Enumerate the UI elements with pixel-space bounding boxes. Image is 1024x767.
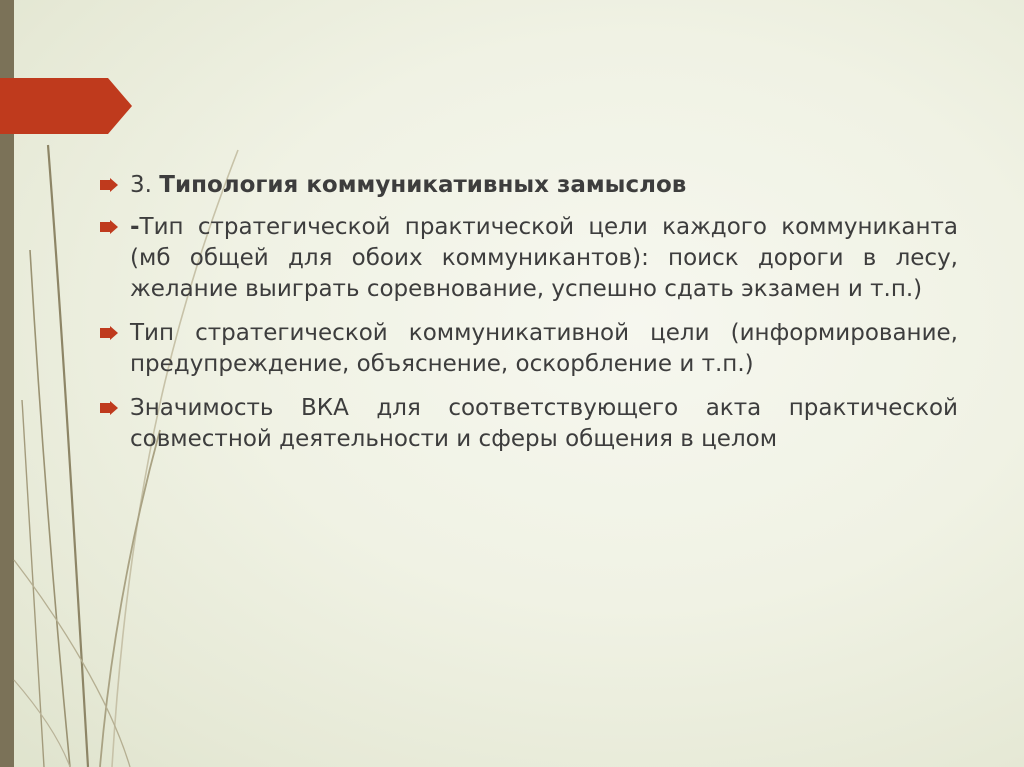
item-prefix: -: [130, 214, 140, 240]
bullet-item-typology: [98, 170, 958, 201]
slide-content: [98, 170, 958, 468]
item-text: Тип стратегической практической цели каждого коммуниканта (мб общей для обоих коммуникантов): поиск дороги в лесу, желание выиграть соревнование, успешно сдать экзамен и т.п.): [130, 214, 958, 302]
item-text: Тип стратегической коммуникативной цели (информирование, предупреждение, объяснение, оскорбление и т.п.): [130, 320, 958, 377]
arrow-right-icon: [100, 178, 118, 192]
arrow-right-icon: [100, 401, 118, 415]
arrow-right-icon: [100, 220, 118, 234]
bullet-item-practical-goal: [98, 212, 958, 305]
item-text: Значимость ВКА для соответствующего акта практической совместной деятельности и сферы общения в целом: [130, 395, 958, 452]
item-text: Типология коммуникативных замыслов: [159, 172, 687, 198]
arrow-right-icon: [100, 326, 118, 340]
item-prefix: 3.: [130, 172, 160, 198]
bullet-item-communicative-goal: [98, 318, 958, 380]
bullet-item-significance: [98, 393, 958, 455]
accent-tab: [0, 78, 132, 134]
